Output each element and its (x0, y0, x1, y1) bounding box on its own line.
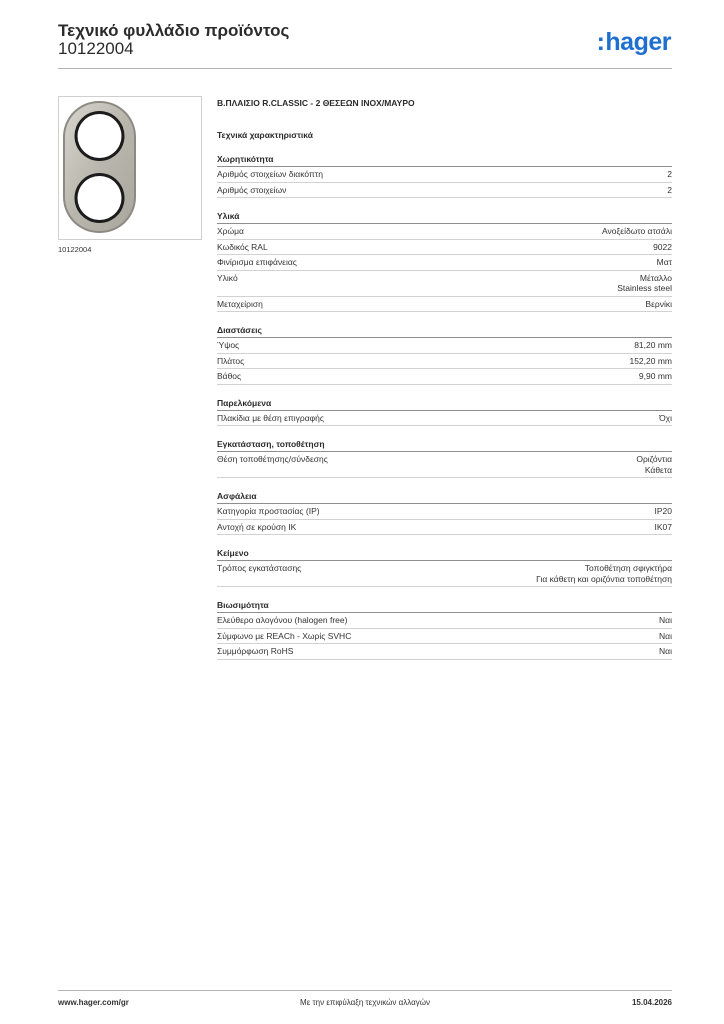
spec-label: Αντοχή σε κρούση IK (217, 521, 297, 532)
spec-label: Υλικό (217, 272, 238, 283)
spec-value (659, 413, 672, 424)
spec-row (217, 520, 672, 536)
spec-value (639, 371, 672, 382)
spec-label: Συμμόρφωση RoHS (217, 646, 294, 656)
spec-row (217, 644, 672, 660)
spec-label: Πλακίδια με θέση επιγραφής (217, 412, 324, 423)
spec-label: Μεταχείριση (217, 298, 263, 309)
spec-section (217, 154, 672, 198)
spec-row (217, 369, 672, 385)
section-title: Χωρητικότητα (217, 154, 672, 167)
spec-section (217, 398, 672, 427)
spec-value-line: IP20 (654, 506, 672, 516)
section-title: Ασφάλεια (217, 491, 672, 504)
spec-section (217, 325, 672, 385)
spec-value-line: 9022 (653, 241, 672, 252)
spec-row (217, 167, 672, 183)
spec-section (217, 491, 672, 535)
spec-content (217, 97, 672, 660)
header-divider (58, 68, 672, 69)
spec-label: Ύψος (217, 340, 240, 350)
spec-value (629, 356, 672, 367)
spec-label: Χρώμα (217, 226, 244, 236)
spec-value (602, 226, 672, 237)
spec-value-line: Ναι (659, 646, 672, 656)
spec-value-line: Βερνίκι (645, 298, 672, 309)
product-image (58, 96, 202, 240)
section-title: Βιωσιμότητα (217, 600, 672, 613)
spec-value-line: 152,20 mm (629, 355, 672, 366)
logo-dots-icon: : (596, 28, 605, 56)
spec-section (217, 600, 672, 660)
spec-row (217, 411, 672, 427)
spec-value-line: Stainless steel (617, 283, 672, 293)
spec-value-line: Ναι (659, 630, 672, 641)
spec-row (217, 338, 672, 354)
double-frame-product-image (59, 97, 201, 239)
spec-value (659, 631, 672, 642)
spec-value-line: 9,90 mm (638, 371, 672, 381)
spec-label: Βάθος (217, 371, 242, 381)
spec-value (645, 299, 672, 310)
spec-row (217, 504, 672, 520)
spec-section (217, 211, 672, 312)
spec-row (217, 224, 672, 240)
spec-row (217, 613, 672, 629)
image-caption: 10122004 (58, 245, 92, 254)
spec-label: Κωδικός RAL (217, 241, 268, 252)
footer-date: 15.04.2026 (631, 998, 672, 1007)
spec-value (617, 273, 672, 294)
spec-section (217, 439, 672, 478)
spec-value-line: Μέταλλο (639, 272, 672, 283)
spec-value (653, 242, 672, 253)
spec-value-line: Ναι (659, 615, 672, 625)
spec-row (217, 183, 672, 199)
spec-value-line: Για κάθετη και οριζόντια τοποθέτηση (536, 573, 672, 584)
spec-section (217, 548, 672, 587)
section-title: Υλικά (217, 211, 672, 224)
spec-value-line: 2 (667, 184, 672, 195)
section-title: Κείμενο (217, 548, 672, 561)
spec-value-line: IK07 (654, 521, 672, 532)
spec-value (655, 506, 673, 517)
product-number: 10122004 (58, 39, 134, 58)
spec-row (217, 452, 672, 478)
tech-heading: Τεχνικά χαρακτηριστικά (217, 130, 313, 140)
spec-value (667, 169, 672, 180)
spec-label: Φινίρισμα επιφάνειας (217, 257, 297, 267)
document-title: Τεχνικό φυλλάδιο προϊόντος (58, 21, 290, 40)
spec-row (217, 240, 672, 256)
footer-divider (58, 990, 672, 991)
spec-label: Ελεύθερο αλογόνου (halogen free) (217, 615, 348, 625)
section-title: Διαστάσεις (217, 325, 672, 338)
product-title: Β.ΠΛΑΙΣΙΟ R.CLASSIC - 2 ΘΕΣΕΩΝ INOX/ΜΑΥΡΟ (217, 98, 415, 108)
spec-value (636, 454, 672, 475)
hager-logo: :hager (596, 28, 671, 56)
spec-value-line: 81,20 mm (634, 340, 672, 350)
section-title: Παρελκόμενα (217, 398, 672, 411)
spec-label: Σύμφωνο με REACh - Χωρίς SVHC (217, 630, 352, 641)
spec-label: Αριθμός στοιχείων (217, 184, 287, 195)
spec-value (634, 340, 672, 351)
spec-row (217, 297, 672, 313)
spec-value (655, 522, 673, 533)
spec-row (217, 354, 672, 370)
spec-value-line: Όχι (659, 412, 672, 423)
spec-value-line: Ανοξείδωτο ατσάλι (601, 226, 672, 236)
spec-value-line: Οριζόντια (636, 454, 672, 464)
spec-value-line: Ματ (656, 257, 672, 267)
spec-value-line: 2 (667, 169, 672, 179)
spec-label: Αριθμός στοιχείων διακόπτη (217, 169, 323, 179)
spec-value (667, 185, 672, 196)
spec-value-line: Τοποθέτηση σφιγκτήρα (584, 563, 672, 573)
spec-label: Τρόπος εγκατάστασης (217, 563, 302, 573)
footer-notice: Με την επιφύλαξη τεχνικών αλλαγών (300, 998, 430, 1007)
spec-value (659, 615, 672, 626)
section-title: Εγκατάσταση, τοποθέτηση (217, 439, 672, 452)
footer-website: www.hager.com/gr (58, 998, 129, 1007)
spec-value (536, 563, 672, 584)
spec-value (657, 257, 672, 268)
spec-row (217, 629, 672, 645)
spec-value (659, 646, 672, 657)
spec-value-line: Κάθετα (644, 464, 672, 475)
spec-row (217, 255, 672, 271)
spec-label: Κατηγορία προστασίας (IP) (217, 506, 320, 516)
spec-row (217, 271, 672, 297)
spec-label: Πλάτος (217, 355, 245, 366)
spec-sections (217, 154, 672, 660)
spec-row (217, 561, 672, 587)
spec-label: Θέση τοποθέτησης/σύνδεσης (217, 454, 328, 464)
